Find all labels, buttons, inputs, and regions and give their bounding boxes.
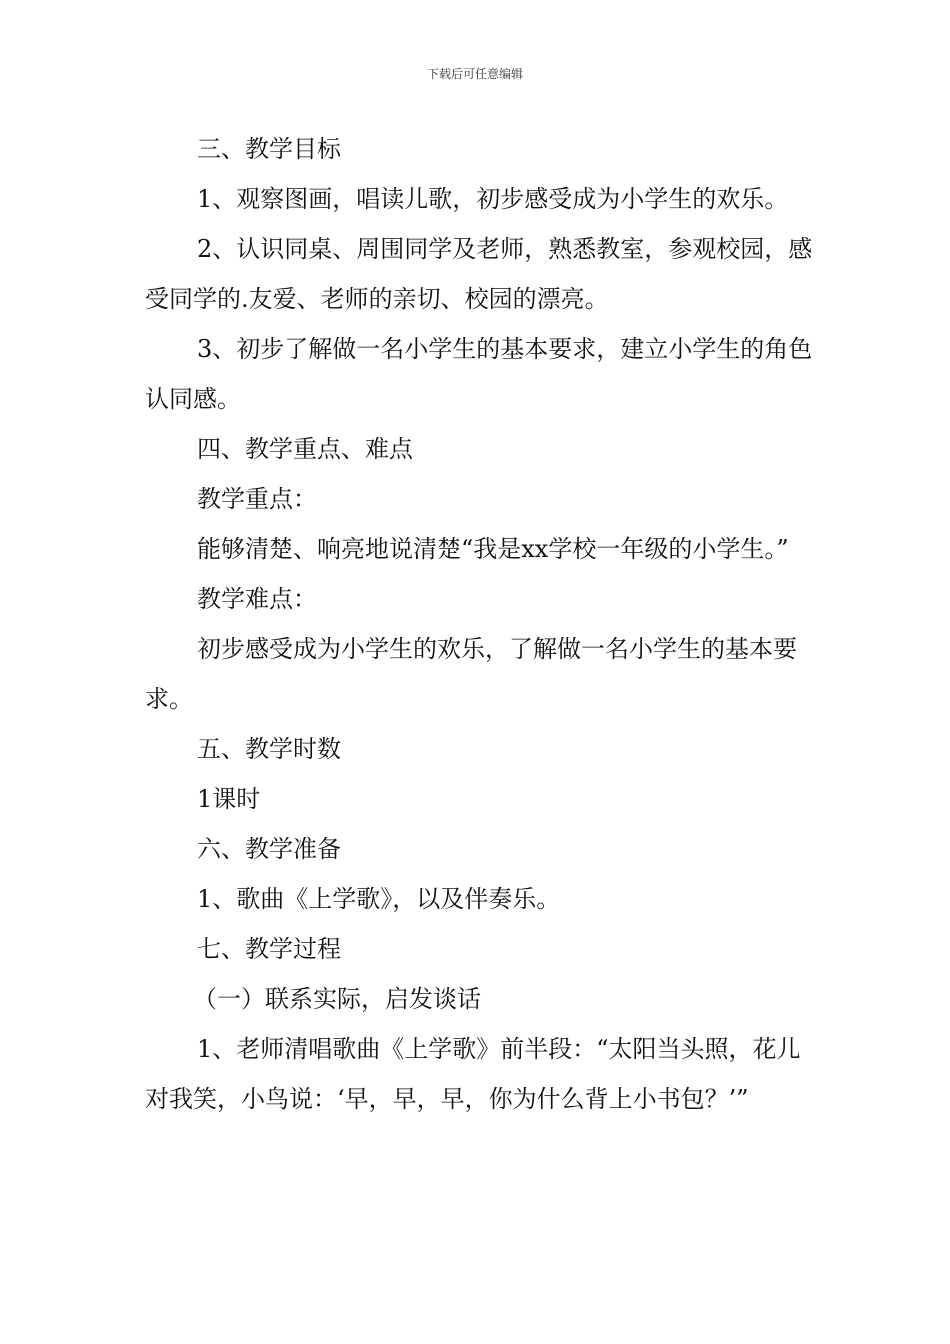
section-heading-teaching-goals: 三、教学目标: [197, 135, 341, 163]
preparation-item-1: 1、歌曲《上学歌》，以及伴奏乐。: [197, 885, 561, 913]
goal-2: 2、认识同桌、周围同学及老师，熟悉教室，参观校园，感受同学的.友爱、老师的亲切、校园的漂亮。: [145, 235, 813, 313]
process-step-1: 1、老师清唱歌曲《上学歌》前半段：“太阳当头照，花儿对我笑，小鸟说：‘早，早，早，你为什么背上小书包？’”: [145, 1035, 801, 1113]
goal-1: 1、观察图画，唱读儿歌，初步感受成为小学生的欢乐。: [197, 185, 789, 213]
key-points-label: 教学重点：: [197, 485, 317, 513]
section-heading-teaching-process: 七、教学过程: [197, 935, 341, 963]
section-heading-teaching-hours: 五、教学时数: [197, 735, 341, 763]
goal-3: 3、初步了解做一名小学生的基本要求，建立小学生的角色认同感。: [145, 335, 813, 413]
process-subheading-1: （一）联系实际，启发谈话: [193, 985, 481, 1013]
document-body: [145, 124, 817, 1124]
difficult-points-label: 教学难点：: [197, 585, 317, 613]
section-heading-teaching-preparation: 六、教学准备: [197, 835, 341, 863]
section-heading-key-difficult-points: 四、教学重点、难点: [197, 435, 413, 463]
teaching-hours-value: 1课时: [197, 785, 261, 813]
key-points-text: 能够清楚、响亮地说清楚“我是xx学校一年级的小学生。”: [197, 535, 789, 563]
page-header-note: 下载后可任意编辑: [426, 67, 523, 81]
difficult-points-text: 初步感受成为小学生的欢乐，了解做一名小学生的基本要求。: [145, 635, 797, 713]
